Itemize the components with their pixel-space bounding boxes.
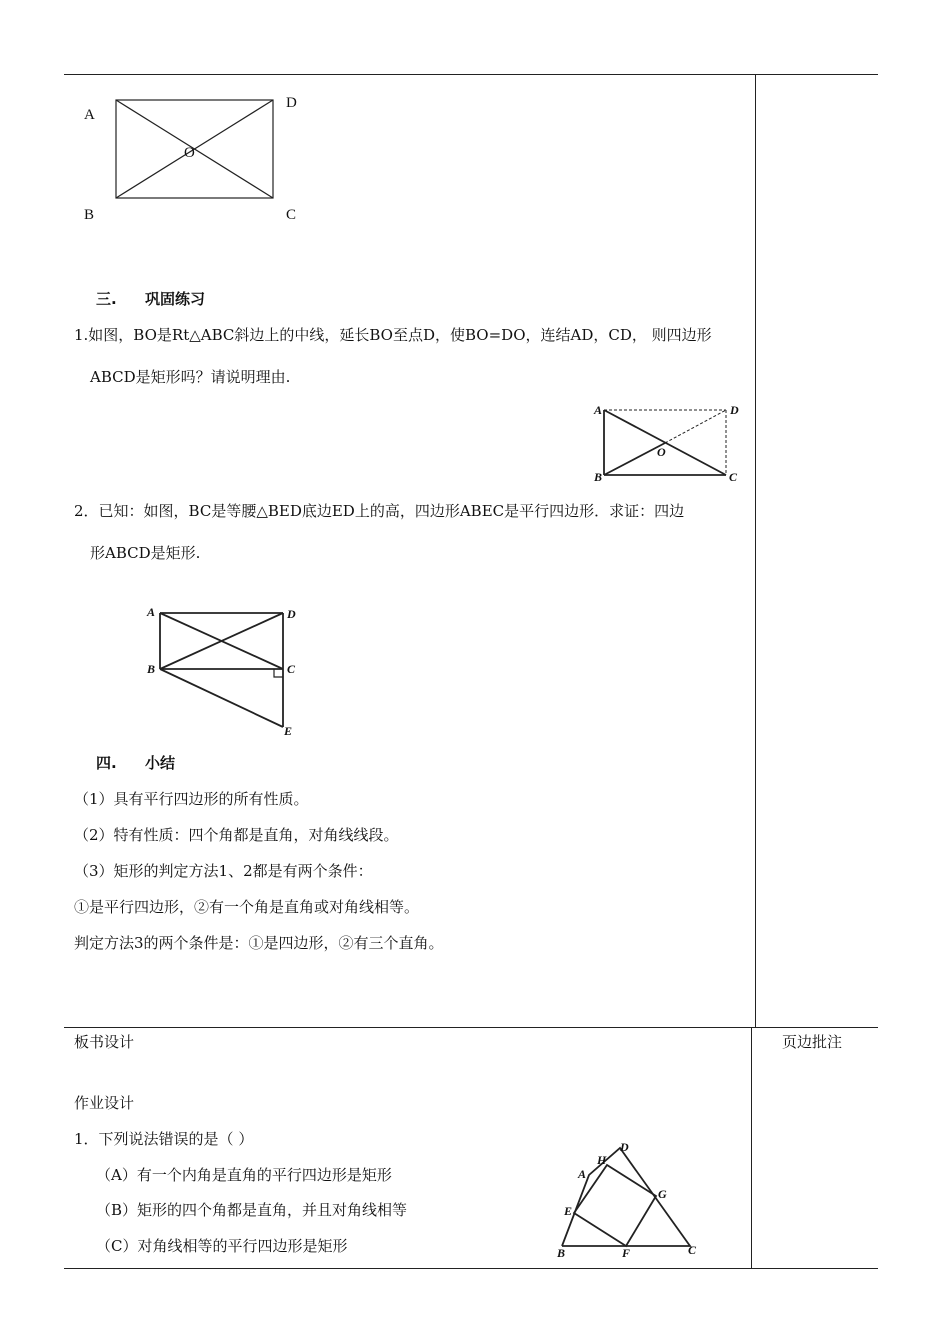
homework-figure-label-g: G xyxy=(658,1187,667,1201)
homework-diagram xyxy=(548,1138,698,1258)
table-row-divider xyxy=(64,1027,878,1028)
homework-figure-label-e: E xyxy=(564,1204,573,1218)
homework-figure-label-h: H xyxy=(597,1153,607,1167)
figure1-label-d: D xyxy=(286,95,297,111)
q2-text-line2: 形ABCD是矩形. xyxy=(90,544,201,562)
homework-option-a: （A）有一个内角是直角的平行四边形是矩形 xyxy=(96,1166,392,1184)
margin-notes-label: 页边批注 xyxy=(782,1033,843,1051)
section4-number: 四. xyxy=(96,754,117,772)
q1-figure-label-d: D xyxy=(730,403,739,417)
table-column-divider-lower xyxy=(751,1027,752,1269)
q1-diagram xyxy=(598,405,733,480)
q2-figure-label-e: E xyxy=(284,724,293,738)
table-column-divider-upper xyxy=(755,74,756,1028)
q2-text-line1: 2．已知：如图，BC是等腰△BED底边ED上的高，四边形ABEC是平行四边形．求证：四边 xyxy=(74,502,685,520)
homework-question: 1．下列说法错误的是（ ） xyxy=(74,1130,254,1148)
summary-item-4: ①是平行四边形，②有一个角是直角或对角线相等。 xyxy=(74,898,420,916)
q2-diagram xyxy=(150,605,290,735)
q1-text-line1: 1.如图，BO是Rt△ABC斜边上的中线，延长BO至点D，使BO=DO，连结AD，CD， 则四边形 xyxy=(74,326,712,344)
summary-item-5: 判定方法3的两个条件是：①是四边形，②有三个直角。 xyxy=(74,934,444,952)
q1-figure-label-c: C xyxy=(729,470,738,484)
q1-figure-label-a: A xyxy=(594,403,603,417)
section3-title: 巩固练习 xyxy=(145,290,206,308)
homework-figure-label-a: A xyxy=(578,1167,587,1181)
figure1-label-c: C xyxy=(286,207,297,223)
figure1-label-b: B xyxy=(84,207,95,223)
homework-figure-label-d: D xyxy=(620,1140,629,1154)
section4-title: 小结 xyxy=(145,754,176,772)
figure1-label-a: A xyxy=(84,107,95,123)
figure1-label-o: O xyxy=(184,145,195,161)
homework-figure-label-b: B xyxy=(557,1246,566,1260)
homework-option-c: （C）对角线相等的平行四边形是矩形 xyxy=(96,1237,348,1255)
homework-option-b: （B）矩形的四个角都是直角，并且对角线相等 xyxy=(96,1201,408,1219)
rectangle-diagram xyxy=(110,95,280,205)
homework-title: 作业设计 xyxy=(74,1094,135,1112)
homework-figure-label-f: F xyxy=(622,1246,631,1260)
q1-figure-label-o: O xyxy=(657,445,666,459)
q1-figure-label-b: B xyxy=(594,470,603,484)
q2-figure-label-d: D xyxy=(287,607,296,621)
homework-figure-label-c: C xyxy=(688,1243,697,1257)
table-bottom-border xyxy=(64,1268,878,1269)
q1-text-line2: ABCD是矩形吗？请说明理由. xyxy=(90,368,291,386)
summary-item-3: （3）矩形的判定方法1、2都是有两个条件： xyxy=(74,862,373,880)
summary-item-1: （1）具有平行四边形的所有性质。 xyxy=(74,790,309,808)
board-design-label: 板书设计 xyxy=(74,1033,135,1051)
summary-item-2: （2）特有性质：四个角都是直角，对角线线段。 xyxy=(74,826,399,844)
q2-figure-label-a: A xyxy=(147,605,156,619)
q2-figure-label-b: B xyxy=(147,662,156,676)
section3-number: 三. xyxy=(96,290,117,308)
q2-figure-label-c: C xyxy=(287,662,296,676)
